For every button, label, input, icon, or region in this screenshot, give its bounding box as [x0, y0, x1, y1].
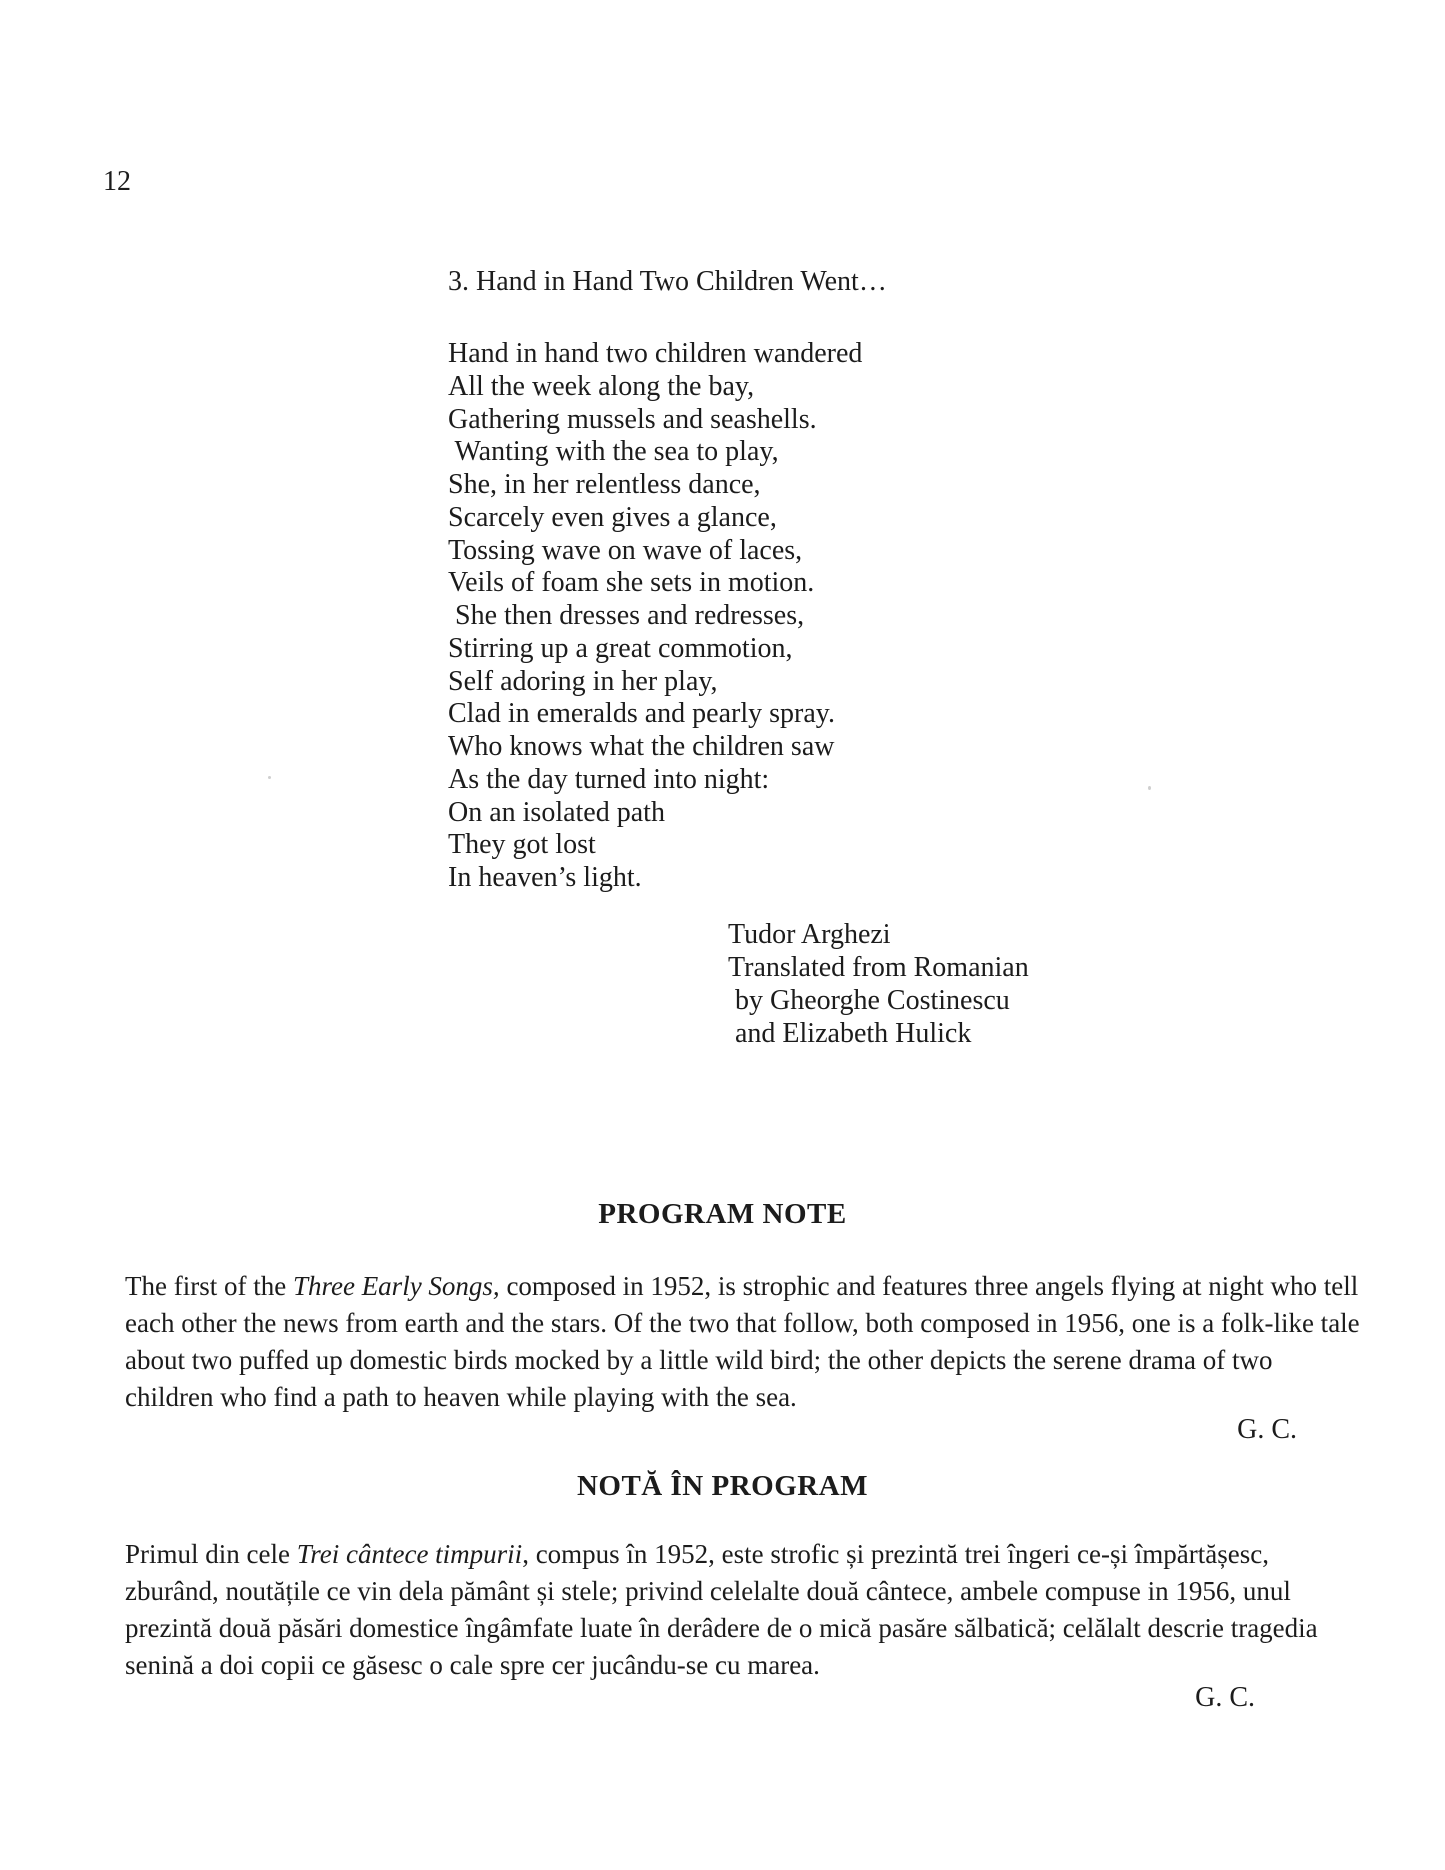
program-note-paragraph [125, 1268, 1365, 1416]
attribution-line: and Elizabeth Hulick [728, 1018, 972, 1049]
poem-line: Scarcely even gives a glance, [448, 501, 777, 533]
poem-line: On an isolated path [448, 796, 665, 828]
poem-line: Gathering mussels and seashells. [448, 403, 817, 435]
program-note-signature: G. C. [1237, 1414, 1297, 1445]
program-note-text-italic: Three Early Songs, [292, 1271, 500, 1301]
poem-line: She then dresses and redresses, [448, 600, 805, 631]
nota-text-rest: , compus în 1952, este strofic și prezintă trei îngeri ce-și împărtășesc, zburând, noutățile ce vin dela pământ și stele; privind celelalte două cântece, ambele compuse in 1956, unul prezintă două păsări domestice îngâmfate luate în derâdere de o mică pasăre sălbatică; celălalt descrie tragedia senină a doi copii ce găsesc o cale spre cer jucându-se cu marea. [125, 1539, 1318, 1680]
poem-title: 3. Hand in Hand Two Children Went… [448, 266, 887, 297]
poem-line: Self adoring in her play, [448, 665, 718, 697]
poem-line: Veils of foam she sets in motion. [448, 567, 815, 599]
poem-line: She, in her relentless dance, [448, 469, 761, 500]
poem-body [448, 338, 862, 895]
nota-in-program-signature: G. C. [1195, 1682, 1255, 1713]
poem-line: Clad in emeralds and pearly spray. [448, 698, 835, 730]
poem-line: Tossing wave on wave of laces, [448, 534, 803, 566]
nota-in-program-heading: NOTĂ ÎN PROGRAM [576, 1470, 869, 1502]
poem-line: In heaven’s light. [448, 862, 642, 893]
program-note-heading: PROGRAM NOTE [598, 1198, 847, 1230]
poem-line: Hand in hand two children wandered [448, 338, 863, 369]
poem-attribution [728, 918, 1029, 1050]
poem-line: As the day turned into night: [448, 763, 770, 795]
poem-line: All the week along the bay, [448, 370, 755, 402]
poem-line: Wanting with the sea to play, [448, 436, 779, 468]
program-note-text-rest: composed in 1952, is strophic and features three angels flying at night who tell each other the news from earth and the stars. Of the two that follow, both composed in 1956, one is a folk-like tale about two puffed up domestic birds mocked by a little wild bird; the other depicts the serene drama of two children who find a path to heaven while playing with the sea. [125, 1271, 1360, 1412]
poem-line: They got lost [448, 829, 596, 861]
scan-speck [268, 776, 271, 779]
poem-line: Who knows what the children saw [448, 731, 835, 762]
scan-speck [1148, 786, 1151, 790]
page-number: 12 [103, 166, 131, 197]
program-note-text-lead: The first of the [125, 1271, 293, 1301]
poem-line: Stirring up a great commotion, [448, 632, 793, 664]
attribution-line: by Gheorghe Costinescu [728, 985, 1010, 1016]
attribution-line: Translated from Romanian [728, 952, 1029, 983]
attribution-line: Tudor Arghezi [728, 919, 891, 950]
nota-text-italic: Trei cântece timpurii [296, 1539, 523, 1569]
nota-text-lead: Primul din cele [125, 1539, 297, 1569]
nota-in-program-paragraph [125, 1536, 1365, 1684]
